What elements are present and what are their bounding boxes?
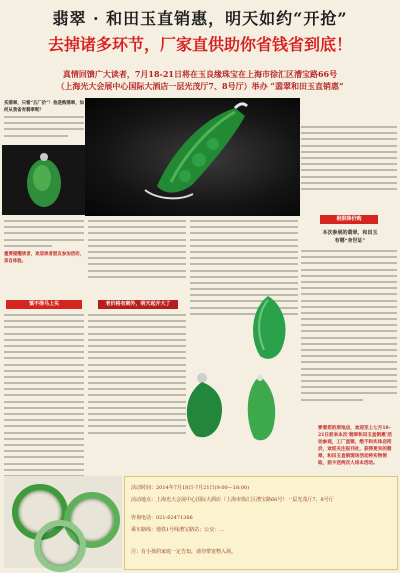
event-place: 活动地点：上海光大会展中心国际大酒店（上海市徐汇区漕宝路66号）一层光茂厅7、8号厅 [131, 497, 334, 503]
section-head-1: 慎不得马上买 [6, 300, 82, 309]
sub-head-2: 有哪“身世证” [334, 238, 366, 244]
jade-pendant-photo-b [170, 368, 234, 442]
left-column-body [4, 220, 84, 265]
intro-lead: 买翡翠，只看“五厂价”！他是购翡翠，如何从我省有翡翠呢？ [4, 101, 84, 113]
promo-note: 要看您的原地店，欢迎至上七月18-21日前来本次‘翡翠和田玉直销惠’活动参观，工厂直销，绝不和实体店同价，欢迎关注报刊社，获得更实的翡翠，和田玉直销现场活动将实物领取，前卡送两次人场本活动。 [318, 426, 392, 466]
jade-pendant-photo-c [232, 372, 288, 446]
section-head-3: 极限降价购 [320, 215, 378, 224]
photo-jade-pendants [2, 145, 86, 215]
photo-jade-bracelets [4, 476, 122, 568]
photo-jade-peapod [85, 98, 300, 216]
event-phone: 咨询电话：021-62471366 [131, 515, 193, 521]
sub-head-1: 本次参展的翡翠，和田玉 [322, 230, 378, 236]
event-subline-1: 真情回馈广大读者，7月18-21日将在玉良缘珠宝在上海市徐汇区漕宝路66号 [62, 69, 338, 79]
intro-body [4, 116, 84, 137]
intro-column [4, 100, 84, 141]
right-body-2 [301, 250, 397, 405]
event-subline-2: （上海光大会展中心国际大酒店一层光茂厅7、8号厅）举办 “翡翠和田玉直销惠” [56, 81, 344, 91]
event-subline [10, 68, 390, 92]
event-route: 乘车路线：地铁1号线漕宝路站；公交：... [131, 527, 224, 533]
bracelet-icon [34, 520, 86, 572]
jade-pendant-photo-a [238, 292, 298, 364]
middle-column-a [88, 220, 186, 282]
reader-reminder: 重要提醒读者，欢迎读者朋友参加活动，亲自体验。 [4, 251, 84, 264]
right-column [301, 126, 397, 194]
jade-peapod-pendant-icon [85, 98, 300, 216]
left-body-1 [4, 220, 84, 247]
headline-red: 去掉诸多环节，厂家直供助你省钱省到底！ [47, 35, 352, 54]
headline-main: 翡翠 · 和田玉直销惠，明天如约“开抢” [52, 9, 348, 28]
event-info-box [124, 476, 398, 570]
section-head-2: 老价格有刺外，明天起开大了 [98, 300, 178, 309]
jade-pendant-icon [2, 145, 86, 215]
right-body-1 [301, 126, 397, 190]
event-mark: 注：有小孩的家庭一定告知，请勿带宠物入场。 [131, 549, 237, 555]
event-date: 活动时间：2014年7月18日-7月21日(9:00—18:00) [131, 485, 250, 491]
